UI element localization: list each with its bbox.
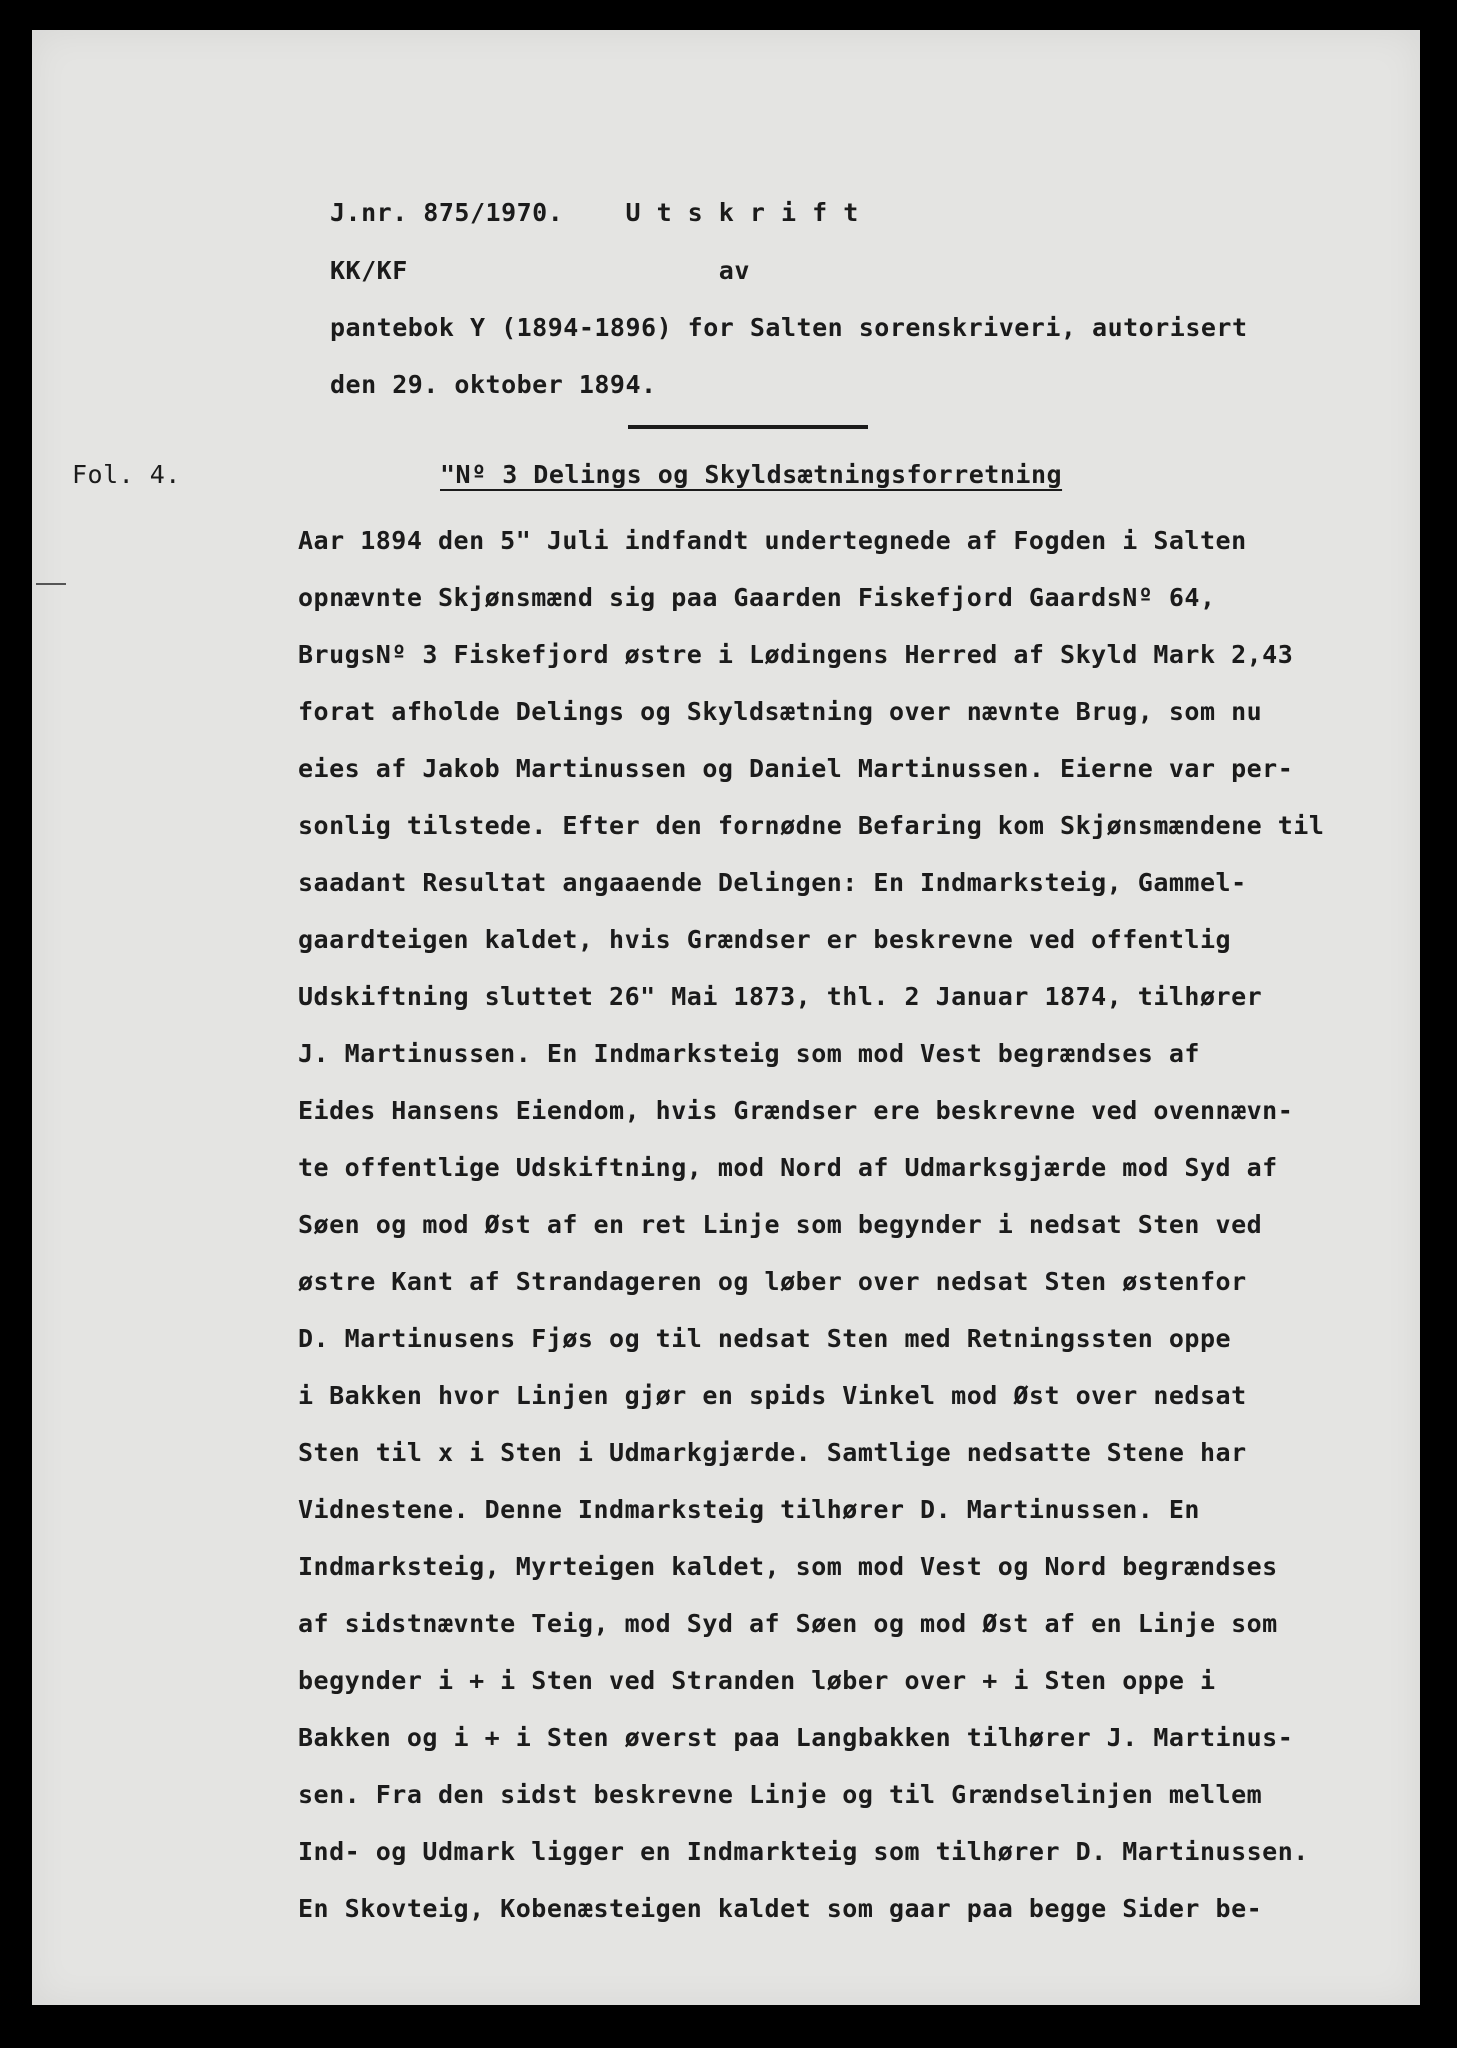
text-line: i Bakken hvor Linjen gjør en spids Vinkel mod Øst over nedsat	[298, 1381, 1247, 1410]
text-line: sen. Fra den sidst beskrevne Linje og til Grændselinjen mellem	[298, 1780, 1263, 1809]
margin-mark	[36, 583, 66, 585]
text-line: opnævnte Skjønsmænd sig paa Gaarden Fiskefjord GaardsNº 64,	[298, 583, 1216, 612]
text-line: Sten til x i Sten i Udmarkgjærde. Samtlige nedsatte Stene har	[298, 1438, 1247, 1467]
text-line: Ind- og Udmark ligger en Indmarkteig som tilhører D. Martinussen.	[298, 1837, 1309, 1866]
text-line: af sidstnævnte Teig, mod Syd af Søen og mod Øst af en Linje som	[298, 1609, 1278, 1638]
text-line: saadant Resultat angaaende Delingen: En Indmarksteig, Gammel-	[298, 868, 1247, 897]
journal-number-line: J.nr. 875/1970. U t s k r i f t	[330, 198, 859, 227]
text-line: En Skovteig, Kobenæsteigen kaldet som gaar paa begge Sider be-	[298, 1894, 1263, 1923]
text-line: te offentlige Udskiftning, mod Nord af Udmarksgjærde mod Syd af	[298, 1153, 1278, 1182]
text-line: Bakken og i + i Sten øverst paa Langbakken tilhører J. Martinus-	[298, 1723, 1294, 1752]
text-line: begynder i + i Sten ved Stranden løber over + i Sten oppe i	[298, 1666, 1216, 1695]
text-line: Vidnestene. Denne Indmarksteig tilhører D. Martinussen. En	[298, 1495, 1200, 1524]
text-line: D. Martinusens Fjøs og til nedsat Sten med Retningssten oppe	[298, 1324, 1232, 1353]
source-line: pantebok Y (1894-1896) for Salten sorenskriveri, autorisert	[330, 313, 1248, 342]
text-line: Indmarksteig, Myrteigen kaldet, som mod Vest og Nord begrændses	[298, 1552, 1278, 1581]
section-divider	[628, 425, 868, 429]
initials-line: KK/KF av	[330, 256, 750, 285]
folio-marker: Fol. 4.	[72, 460, 181, 489]
document-body	[298, 512, 1408, 1937]
text-line: Udskiftning sluttet 26" Mai 1873, thl. 2 Januar 1874, tilhører	[298, 982, 1263, 1011]
date-line: den 29. oktober 1894.	[330, 370, 657, 399]
text-line: østre Kant af Strandageren og løber over nedsat Sten østenfor	[298, 1267, 1247, 1296]
text-line: J. Martinussen. En Indmarksteig som mod Vest begrændses af	[298, 1039, 1200, 1068]
text-line: gaardteigen kaldet, hvis Grændser er beskrevne ved offentlig	[298, 925, 1232, 954]
text-line: Aar 1894 den 5" Juli indfandt undertegnede af Fogden i Salten	[298, 526, 1247, 555]
text-line: Eides Hansens Eiendom, hvis Grændser ere beskrevne ved ovennævn-	[298, 1096, 1294, 1125]
text-line: BrugsNº 3 Fiskefjord østre i Lødingens Herred af Skyld Mark 2,43	[298, 640, 1294, 669]
text-line: Søen og mod Øst af en ret Linje som begynder i nedsat Sten ved	[298, 1210, 1263, 1239]
text-line: eies af Jakob Martinussen og Daniel Martinussen. Eierne var per-	[298, 754, 1294, 783]
document-title: "Nº 3 Delings og Skyldsætningsforretning	[440, 460, 1063, 489]
text-line: sonlig tilstede. Efter den fornødne Befaring kom Skjønsmændene til	[298, 811, 1325, 840]
text-line: forat afholde Delings og Skyldsætning over nævnte Brug, som nu	[298, 697, 1263, 726]
